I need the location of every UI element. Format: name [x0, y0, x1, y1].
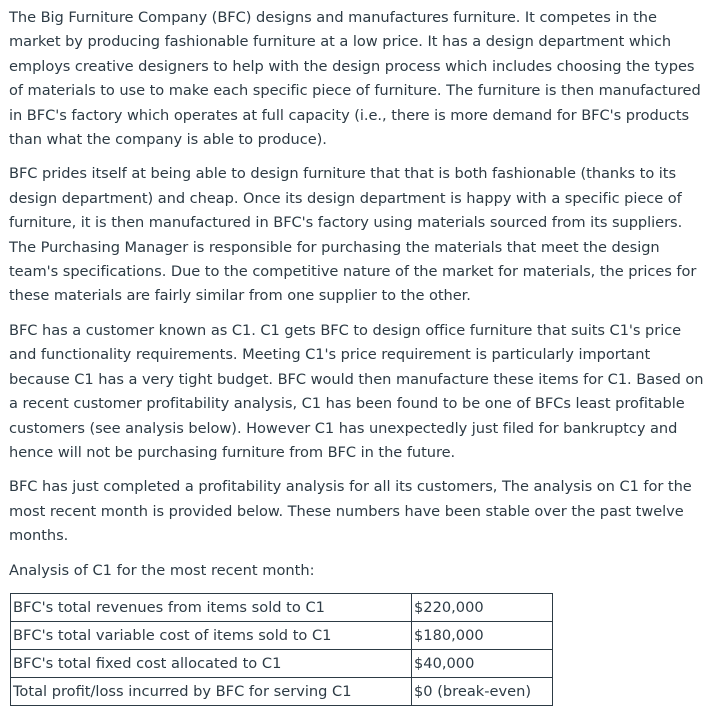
paragraph-design-and-purchasing: BFC prides itself at being able to design furniture that that is both fashionable (thanks to its design department) and cheap. Once its design department is happy with a specific piece of furniture, it is then manufactured in BFC's factory using materials sourced from its suppliers. The Purchasing Manager is responsible for purchasing the materials that meet the design team's specifications. Due to the competitive nature of the market for materials, the prices for these materials are fairly similar from one supplier to the other. — [9, 165, 697, 305]
row-value: $220,000 — [412, 593, 553, 621]
row-value: $40,000 — [412, 649, 553, 677]
table-row — [11, 621, 553, 649]
row-value: $180,000 — [412, 621, 553, 649]
paragraph-profitability-analysis: BFC has just completed a profitability analysis for all its customers, The analysis on C1 for the most recent month is provided below. These numbers have been stable over the past twelve months. — [9, 478, 692, 545]
paragraph-customer-c1: BFC has a customer known as C1. C1 gets BFC to design office furniture that suits C1's price and functionality requirements. Meeting C1's price requirement is particularly important because C1 has a very tight budget. BFC would then manufacture these items for C1. Based on a recent customer profitability analysis, C1 has been found to be one of BFCs least profitable customers (see analysis below). However C1 has unexpectedly just filed for bankruptcy and hence will not be purchasing furniture from BFC in the future. — [9, 321, 704, 461]
row-label: BFC's total revenues from items sold to C1 — [11, 593, 412, 621]
table-row — [11, 593, 553, 621]
analysis-table — [10, 593, 553, 706]
analysis-intro: Analysis of C1 for the most recent month: — [9, 561, 315, 579]
row-label: Total profit/loss incurred by BFC for serving C1 — [11, 677, 412, 705]
table-row — [11, 649, 553, 677]
table-row — [11, 677, 553, 705]
row-value: $0 (break-even) — [412, 677, 553, 705]
paragraph-company-overview: The Big Furniture Company (BFC) designs and manufactures furniture. It competes in the market by producing fashionable furniture at a low price. It has a design department which employs creative designers to help with the design process which includes choosing the types of materials to use to make each specific piece of furniture. The furniture is then manufactured in BFC's factory which operates at full capacity (i.e., there is more demand for BFC's products than what the company is able to produce). — [9, 9, 701, 149]
row-label: BFC's total fixed cost allocated to C1 — [11, 649, 412, 677]
row-label: BFC's total variable cost of items sold to C1 — [11, 621, 412, 649]
